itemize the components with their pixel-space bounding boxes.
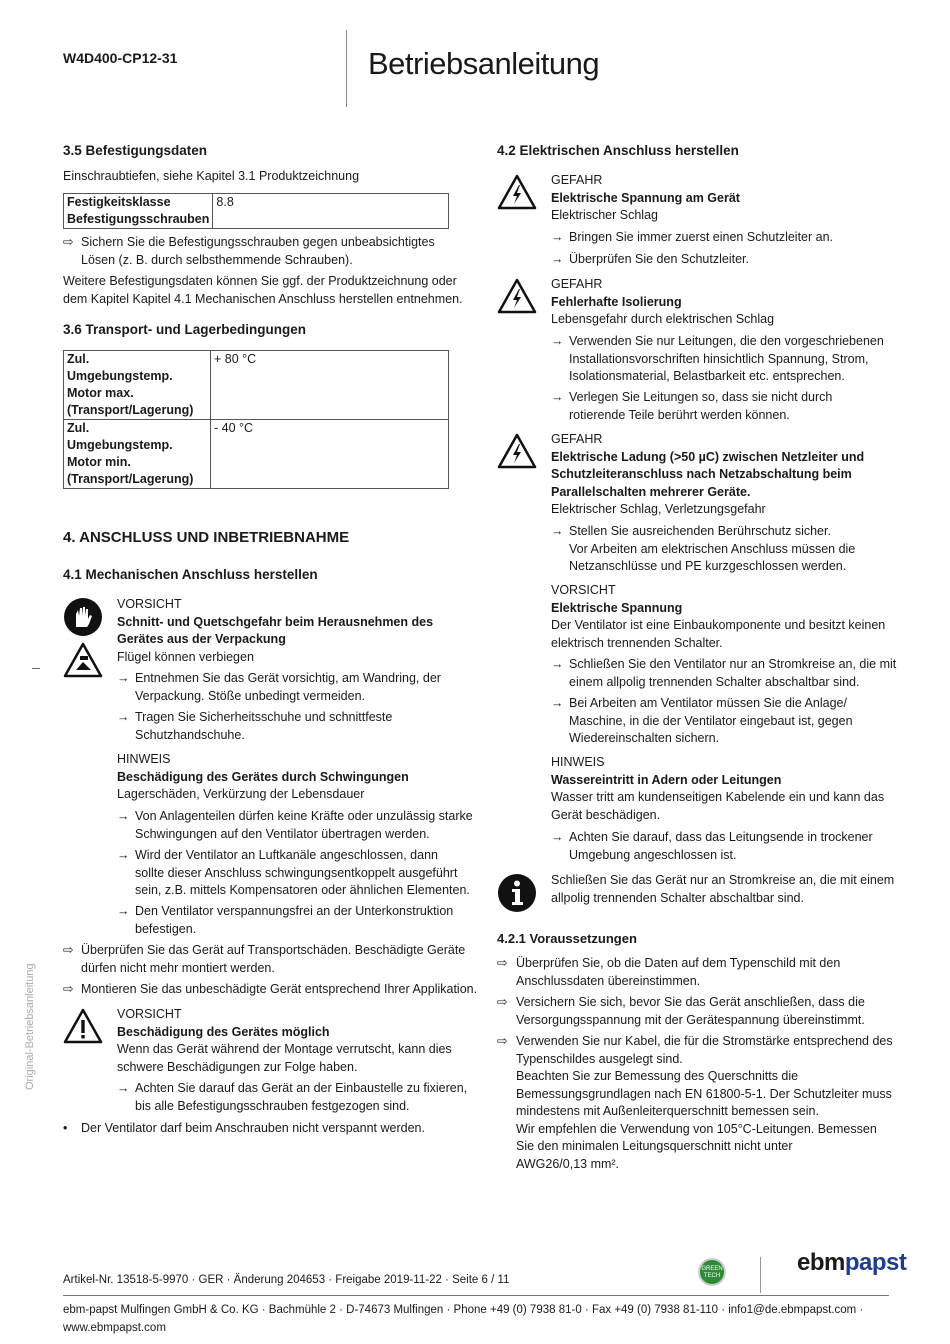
company-address: ebm-papst Mulfingen GmbH & Co. KG · Bachmühle 2 · D-74673 Mulfingen · Phone +49 (0) 7938 81-0 · Fax +49 (0) 7938 81-110 · info1@de.ebmpapst.com · www.ebmpapst.com: [63, 1304, 864, 1334]
arrow-icon: →: [551, 524, 564, 538]
arrow-bullet-icon: ⇨: [63, 982, 74, 996]
arrow-icon: →: [551, 334, 564, 348]
arrow-icon: →: [117, 710, 130, 724]
arrow-bullet-icon: ⇨: [497, 1034, 508, 1048]
table-row: Zul. Umgebungstemp. Motor max. (Transport/Lagerung) + 80 °C: [64, 351, 449, 420]
chapter-4-heading: 4. ANSCHLUSS UND INBETRIEBNAHME: [63, 529, 350, 546]
table-cell-value: 8.8: [213, 194, 449, 229]
electrical-hazard-icon: [497, 174, 537, 210]
arrow-icon: →: [551, 657, 564, 671]
list-item: • Der Ventilator darf beim Anschrauben nicht verspannt werden.: [63, 1120, 425, 1138]
arrow-icon: →: [117, 904, 130, 918]
list-item: → Tragen Sie Sicherheitsschuhe und schnittfeste Schutzhandschuhe.: [117, 710, 393, 742]
footer-divider: [760, 1257, 761, 1293]
table-cell-value: + 80 °C: [211, 351, 449, 420]
list-item: → Entnehmen Sie das Gerät vorsichtig, am Wandring, der Verpackung. Stöße unbedingt vermeiden.: [117, 671, 441, 703]
section-3-5-heading: 3.5 Befestigungsdaten: [63, 143, 208, 158]
ebmpapst-logo: ebmpapst: [797, 1249, 907, 1276]
warning-type: GEFAHR: [551, 277, 603, 291]
header-divider: [346, 30, 347, 107]
table-row: [64, 194, 449, 229]
greentech-badge: GREEN TECH: [698, 1258, 726, 1286]
section-3-5-intro: Einschraubtiefen, siehe Kapitel 3.1 Produktzeichnung: [63, 169, 360, 183]
info-text: Schließen Sie das Gerät nur an Stromkreise an, die mit einem allpolig trennenden Schalter abschaltbar sind.: [551, 873, 895, 905]
arrow-icon: →: [117, 1081, 130, 1095]
section-4-2-heading: 4.2 Elektrischen Anschluss herstellen: [497, 143, 739, 158]
list-item: → Wird der Ventilator an Luftkanäle angeschlossen, dann sollte dieser Anschluss schwingungsentkoppelt ausgeführt sein, z.B. mittels Kompensatoren oder ähnlichen Elementen.: [117, 848, 470, 897]
margin-mark: [32, 668, 40, 669]
list-item: → Von Anlagenteilen dürfen keine Kräfte oder unzulässig starke Schwingungen auf den Ventilator übertragen werden.: [117, 809, 473, 841]
table-cell-key: Befestigungsschrauben: [67, 212, 210, 226]
list-item: ⇨ Überprüfen Sie, ob die Daten auf dem Typenschild mit den Anschlussdaten übereinstimmen.: [497, 956, 841, 988]
list-item: ⇨ Überprüfen Sie das Gerät auf Transportschäden. Beschädigte Geräte dürfen nicht mehr montiert werden.: [63, 943, 466, 975]
arrow-bullet-icon: ⇨: [497, 956, 508, 970]
warning-type: VORSICHT: [117, 1007, 182, 1021]
warning-type: GEFAHR: [551, 432, 603, 446]
warning-type: HINWEIS: [551, 755, 605, 769]
table-cell-value: - 40 °C: [211, 420, 449, 489]
arrow-icon: →: [551, 252, 564, 266]
dot-bullet-icon: •: [63, 1121, 68, 1135]
list-item: ⇨ Sichern Sie die Befestigungsschrauben gegen unbeabsichtigtes Lösen (z. B. durch selbsthemmende Schrauben).: [63, 235, 435, 267]
danger-block: GEFAHR Elektrische Spannung am Gerät Elektrischer Schlag: [551, 173, 740, 222]
arrow-icon: →: [551, 696, 564, 710]
list-item: → Verlegen Sie Leitungen so, dass sie nicht durch rotierende Teile berührt werden können.: [551, 390, 833, 422]
section-4-1-heading: 4.1 Mechanischen Anschluss herstellen: [63, 567, 318, 582]
info-icon: [497, 873, 537, 913]
side-label: Original-Betriebsanleitung: [24, 963, 36, 1090]
warning-block: VORSICHT Beschädigung des Gerätes möglich Wenn das Gerät während der Montage verrutscht, kann dies schwere Beschädigungen zur Folge haben.: [117, 1007, 452, 1074]
caution-icon: [63, 1008, 103, 1044]
arrow-icon: →: [551, 230, 564, 244]
arrow-bullet-icon: ⇨: [63, 943, 74, 957]
arrow-icon: →: [551, 390, 564, 404]
list-item: → Schließen Sie den Ventilator nur an Stromkreise an, die mit einem allpolig trennenden Schalter abschaltbar sind.: [551, 657, 897, 689]
fastening-table: [63, 193, 449, 229]
warning-type: HINWEIS: [117, 752, 171, 766]
danger-block: GEFAHR Fehlerhafte Isolierung Lebensgefahr durch elektrischen Schlag: [551, 277, 775, 326]
list-item: ⇨ Montieren Sie das unbeschädigte Gerät entsprechend Ihrer Applikation.: [63, 981, 477, 999]
arrow-icon: →: [117, 671, 130, 685]
list-item: → Stellen Sie ausreichenden Berührschutz sicher. Vor Arbeiten am elektrischen Anschluss müssen die Netzanschlüsse und PE kurzgeschlossen werden.: [551, 524, 856, 573]
arrow-bullet-icon: ⇨: [63, 235, 74, 249]
fastening-note: Weitere Befestigungsdaten können Sie ggf. der Produktzeichnung oder dem Kapitel Kapitel 4.1 Mechanischen Anschluss herstellen entnehmen.: [63, 274, 463, 306]
footer-rule: [63, 1295, 889, 1296]
danger-block: GEFAHR Elektrische Ladung (>50 µC) zwischen Netzleiter und Schutzleiteranschluss nach Netzabschaltung beim Parallelschalten mehrerer Geräte. Elektrischer Schlag, Verletzungsgefahr: [551, 432, 865, 516]
list-item: → Verwenden Sie nur Leitungen, die den vorgeschriebenen Installationsvorschriften hinsichtlich Spannung, Strom, Isolationsmaterial, Belastbarkeit etc. entsprechen.: [551, 334, 884, 383]
table-row: Zul. Umgebungstemp. Motor min. (Transport/Lagerung) - 40 °C: [64, 420, 449, 489]
notice-block: HINWEIS Beschädigung des Gerätes durch Schwingungen Lagerschäden, Verkürzung der Lebensdauer: [117, 752, 409, 801]
list-item: → Bei Arbeiten am Ventilator müssen Sie die Anlage/ Maschine, in die der Ventilator eingebaut ist, gegen Wiedereinschalten sichern.: [551, 696, 853, 745]
document-title: Betriebsanleitung: [368, 46, 600, 81]
arrow-bullet-icon: ⇨: [497, 995, 508, 1009]
crush-hazard-icon: [63, 642, 103, 678]
table-cell-key: Festigkeitsklasse: [67, 195, 171, 209]
notice-block: HINWEIS Wassereintritt in Adern oder Leitungen Wasser tritt am kundenseitigen Kabelende ein und kann das Gerät beschädigen.: [551, 755, 885, 822]
list-item: → Überprüfen Sie den Schutzleiter.: [551, 251, 749, 269]
arrow-icon: →: [117, 809, 130, 823]
list-item: → Den Ventilator verspannungsfrei an der Unterkonstruktion befestigen.: [117, 904, 454, 936]
document-code: W4D400-CP12-31: [63, 50, 178, 66]
storage-table: [63, 350, 449, 489]
list-item: ⇨ Verwenden Sie nur Kabel, die für die Stromstärke entsprechend des Typenschildes ausgelegt sind. Beachten Sie zur Bemessung des Querschnitts die Bemessungsgrundlagen nach EN 61800-5-1. Der Schutzleiter muss mindestens mit Außenleiterquerschnitt bemessen sein. Wir empfehlen die Verwendung von 105°C-Leitungen. Bemessen Sie den minimalen Leitungsquerschnitt nicht unter AWG26/0,13 mm².: [497, 1034, 893, 1171]
list-item: → Bringen Sie immer zuerst einen Schutzleiter an.: [551, 229, 833, 247]
section-4-2-1-heading: 4.2.1 Voraussetzungen: [497, 931, 637, 946]
section-3-6-heading: 3.6 Transport- und Lagerbedingungen: [63, 322, 307, 337]
list-item: → Achten Sie darauf das Gerät an der Einbaustelle zu fixieren, bis alle Befestigungsschrauben festgezogen sind.: [117, 1081, 468, 1113]
article-info: Artikel-Nr. 13518-5-9970 · GER · Änderung 204653 · Freigabe 2019-11-22 · Seite 6 / 11: [63, 1274, 510, 1286]
warning-type: VORSICHT: [551, 583, 616, 597]
warning-type: VORSICHT: [117, 597, 182, 611]
arrow-icon: →: [551, 830, 564, 844]
warning-block: VORSICHT Schnitt- und Quetschgefahr beim Herausnehmen des Gerätes aus der Verpackung Flügel können verbiegen: [117, 597, 434, 664]
list-item: ⇨ Versichern Sie sich, bevor Sie das Gerät anschließen, dass die Versorgungsspannung mit der Gerätespannung übereinstimmt.: [497, 995, 865, 1027]
list-item: → Achten Sie darauf, dass das Leitungsende in trockener Umgebung angeschlossen ist.: [551, 830, 873, 862]
protective-gloves-icon: [63, 597, 103, 637]
electrical-hazard-icon: [497, 278, 537, 314]
arrow-icon: →: [117, 848, 130, 862]
caution-block: VORSICHT Elektrische Spannung Der Ventilator ist eine Einbaukomponente und besitzt keinen elektrisch trennenden Schalter.: [551, 583, 886, 650]
electrical-hazard-icon: [497, 433, 537, 469]
warning-type: GEFAHR: [551, 173, 603, 187]
